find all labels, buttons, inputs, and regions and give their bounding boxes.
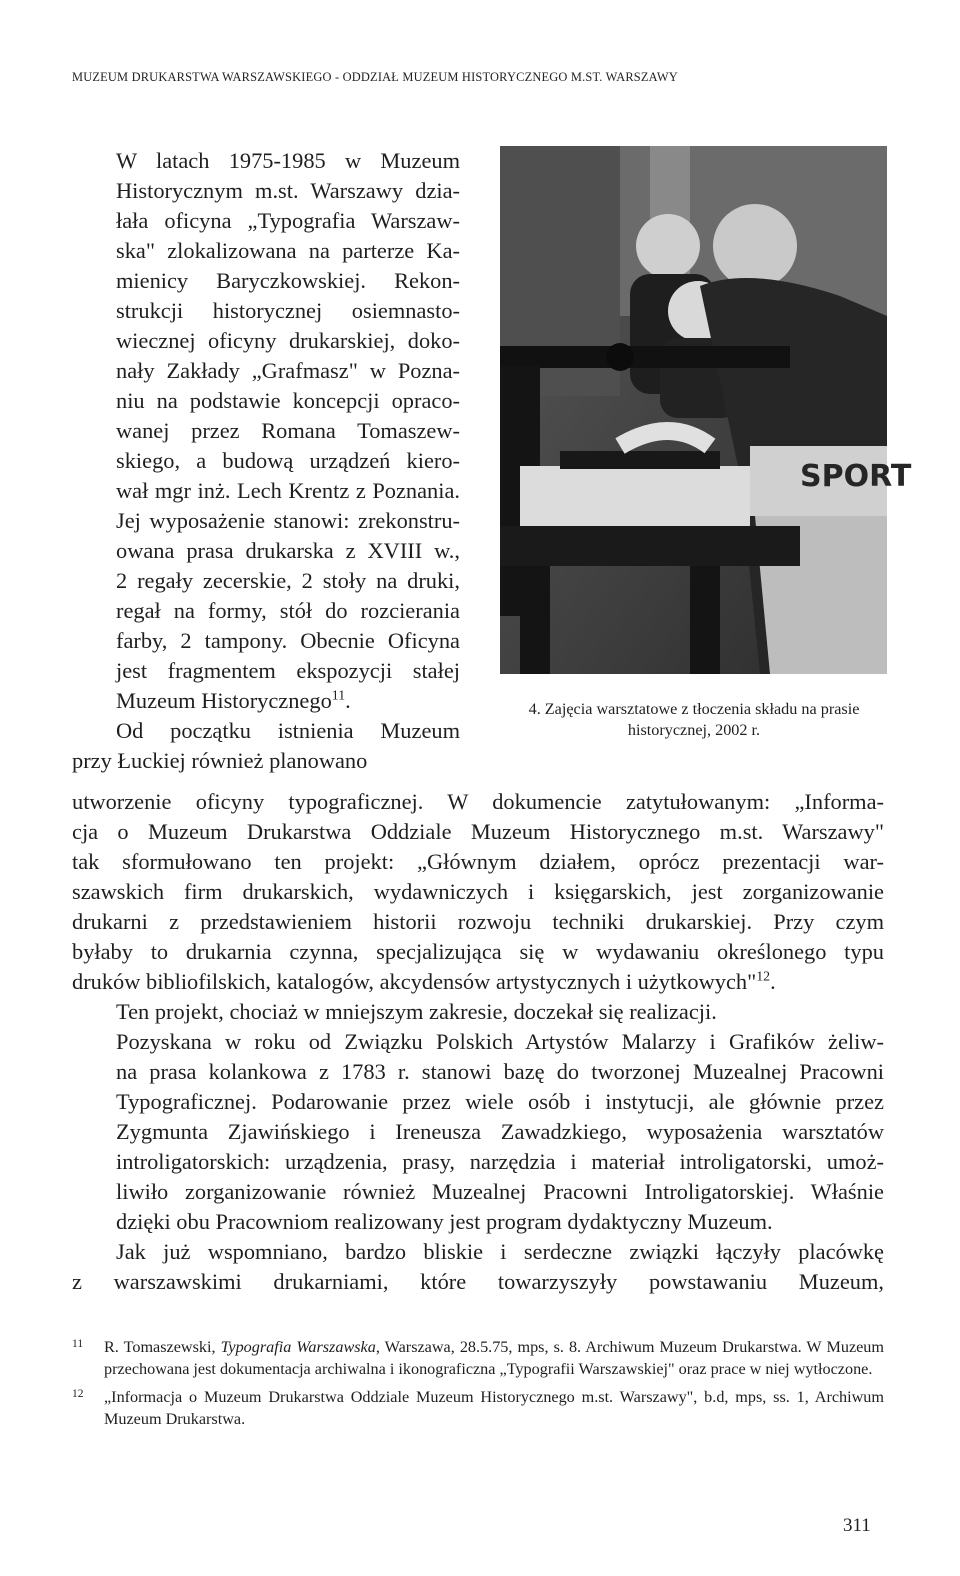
page-number: 311	[843, 1515, 871, 1536]
footnote-text	[104, 1338, 884, 1378]
text-line: liwiło zorganizowanie również Muzealnej Pracowni Introligatorskiej. Właśnie	[116, 1179, 884, 1204]
text-line: Jej wyposażenie stanowi: zrekonstru-	[116, 508, 460, 533]
text-line: 2 regały zecerskie, 2 stoły na druki,	[116, 568, 460, 593]
footnote-text-pre: R. Tomaszewski,	[104, 1338, 221, 1356]
footnote-ref[interactable]: 11	[331, 688, 346, 704]
text-fragment: druków bibliofilskich, katalogów, akcydensów artystycznych i użytkowych"	[72, 969, 757, 994]
column-paragraph-2-cont	[72, 746, 460, 776]
body-paragraph-3	[72, 1027, 884, 1237]
text-line: wiecznej oficyny drukarskiej, doko-	[116, 328, 460, 353]
text-line: dzięki obu Pracowniom realizowany jest program dydaktyczny Muzeum.	[116, 1209, 773, 1234]
text-line: owana prasa drukarska z XVIII w.,	[116, 538, 460, 563]
text-line: na prasa kolankowa z 1783 r. stanowi bazę do tworzonej Muzealnej Pracowni	[116, 1059, 884, 1084]
text-line: Od początku istnienia Muzeum	[116, 718, 460, 743]
body-text	[72, 787, 884, 1297]
print-workshop-photo	[500, 146, 912, 674]
column-paragraph-2	[72, 716, 460, 746]
shirt-print: SPORT	[800, 459, 912, 494]
text-line: tak sformułowano ten projekt: „Głównym działem, oprócz prezentacji war-	[72, 849, 884, 874]
body-paragraph-2: Ten projekt, chociaż w mniejszym zakresie, doczekał się realizacji.	[116, 999, 717, 1024]
footnote-ref[interactable]: 12	[756, 969, 771, 985]
text-line: niu na podstawie koncepcji opraco-	[116, 388, 460, 413]
footnote-11	[72, 1336, 884, 1380]
text-line: mienicy Baryczkowskiej. Rekon-	[116, 268, 460, 293]
running-head: MUZEUM DRUKARSTWA WARSZAWSKIEGO - ODDZIAŁ MUZEUM HISTORYCZNEGO M.ST. WARSZAWY	[72, 70, 678, 84]
text-line: Historycznym m.st. Warszawy dzia-	[116, 178, 460, 203]
text-line: szawskich firm drukarskich, wydawniczych i księgarskich, jest zorganizowanie	[72, 879, 884, 904]
body-paragraph-1	[72, 787, 884, 997]
text-line: łała oficyna „Typografia Warszaw-	[116, 208, 460, 233]
text-line: skiego, a budową urządzeń kiero-	[116, 448, 460, 473]
text-line: z warszawskimi drukarniami, które towarzyszyły powstawaniu Muzeum,	[72, 1269, 884, 1294]
text-line: Typograficznej. Podarowanie przez wiele osób i instytucji, ale głównie przez	[116, 1089, 884, 1114]
text-fragment: Muzeum Historycznego	[116, 688, 332, 713]
footnote-12	[72, 1386, 884, 1430]
text-line: druków bibliofilskich, katalogów, akcydensów artystycznych i użytkowych"$^{12}$.	[72, 969, 776, 994]
column-paragraph-1	[72, 146, 460, 716]
text-line: byłaby to drukarnia czynna, specjalizująca się w wydawaniu określonego typu	[72, 939, 884, 964]
text-line: introligatorskich: urządzenia, prasy, narzędzia i materiał introligatorski, umoż-	[116, 1149, 884, 1174]
footnote-number: 12	[72, 1388, 84, 1400]
body-paragraph-4	[72, 1237, 884, 1297]
figure-caption: 4. Zajęcia warsztatowe z tłoczenia składu na prasie historycznej, 2002 r.	[528, 700, 860, 739]
text-line: cja o Muzeum Drukarstwa Oddziale Muzeum Historycznego m.st. Warszawy"	[72, 819, 884, 844]
column-text	[72, 146, 460, 776]
text-line: drukarni z przedstawieniem historii rozwoju techniki drukarskiej. Przy czym	[72, 909, 884, 934]
footnote-title: Typografia Warszawska	[220, 1338, 376, 1356]
text-line: wał mgr inż. Lech Krentz z Poznania.	[116, 478, 460, 503]
text-line: jest fragmentem ekspozycji stałej	[116, 658, 460, 683]
text-line: ska" zlokalizowana na parterze Ka-	[116, 238, 460, 263]
text-line: nały Zakłady „Grafmasz" w Pozna-	[116, 358, 460, 383]
footnote-text-post: , Warszawa, 28.5.75, mps, s. 8. Archiwum Muzeum Drukarstwa. W Muzeum przechowana jest dokumentacja archiwalna i ikonograficzna „Typografii Warszawskiej" oraz prace w niej wytłoczone.	[104, 1338, 884, 1378]
text-line: wanej przez Romana Tomaszew-	[116, 418, 460, 443]
text-line: strukcji historycznej osiemnasto-	[116, 298, 460, 323]
footnote-number: 11	[72, 1338, 84, 1350]
text-line: Zygmunta Zjawińskiego i Ireneusza Zawadzkiego, wyposażenia warsztatów	[116, 1119, 884, 1144]
text-line: regał na formy, stół do rozcierania	[116, 598, 460, 623]
text-line: W latach 1975-1985 w Muzeum	[116, 148, 460, 173]
photo	[500, 146, 912, 674]
footnotes	[72, 1336, 884, 1436]
text-line: przy Łuckiej również planowano	[72, 748, 368, 773]
text-line: Pozyskana w roku od Związku Polskich Artystów Malarzy i Grafików żeliw-	[116, 1029, 884, 1054]
text-line: utworzenie oficyny typograficznej. W dokumencie zatytułowanym: „Informa-	[72, 789, 884, 814]
text-line: farby, 2 tampony. Obecnie Oficyna	[116, 628, 460, 653]
text-line: Muzeum Historycznego$^{11}$.	[116, 688, 351, 713]
footnote-text: „Informacja o Muzeum Drukarstwa Oddziale Muzeum Historycznego m.st. Warszawy", b.d, mps, ss. 1, Archiwum Muzeum Drukarstwa.	[104, 1388, 884, 1428]
text-line: Jak już wspomniano, bardzo bliskie i serdeczne związki łączyły placówkę	[116, 1239, 884, 1264]
